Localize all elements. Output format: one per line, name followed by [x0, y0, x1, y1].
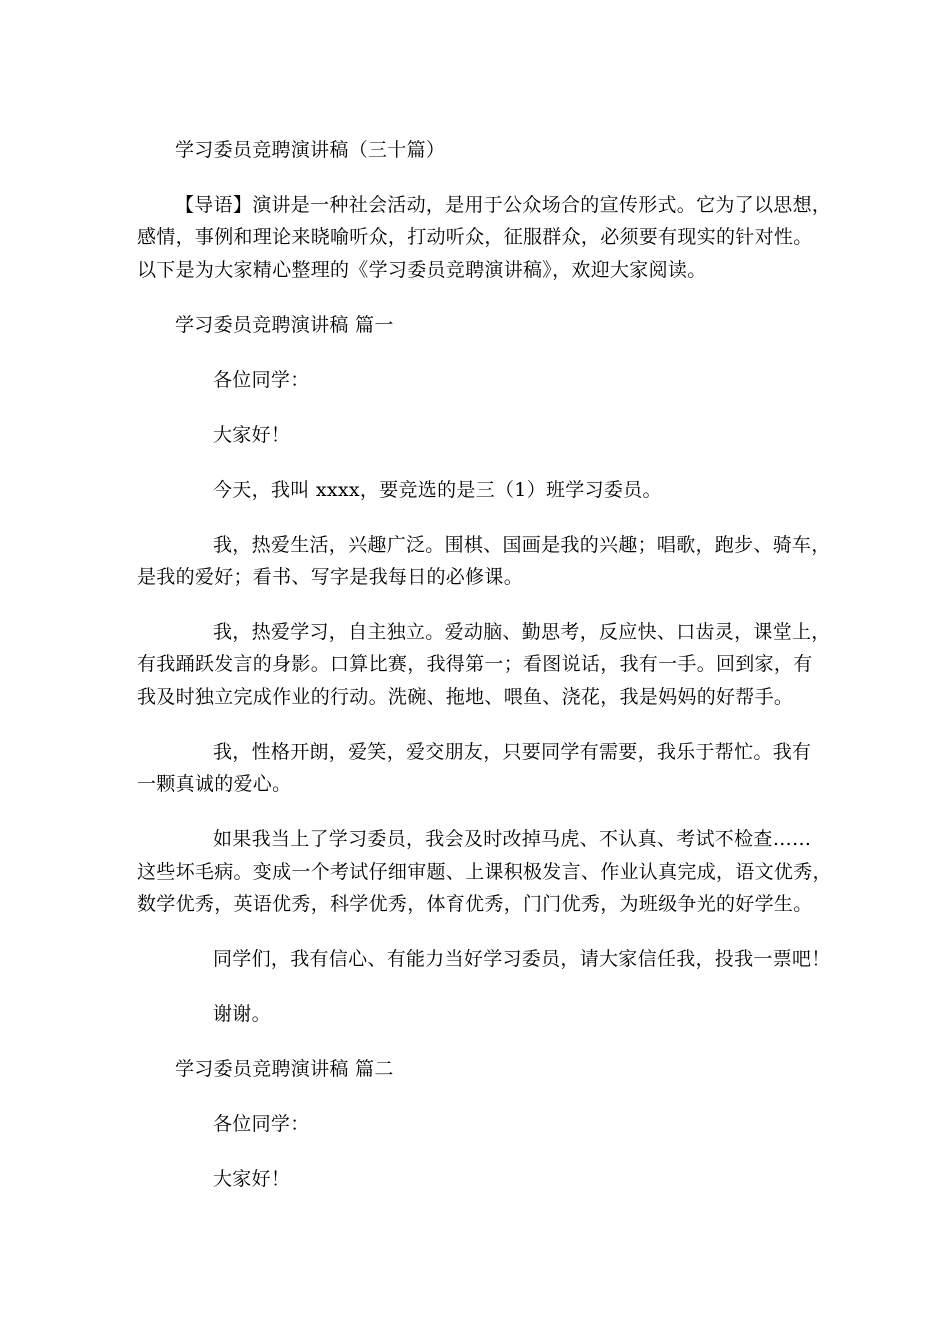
section1-paragraph-4-line-2: 一颗真诚的爱心。 — [137, 773, 292, 795]
section1-paragraph-2-line-2: 是我的爱好；看书、写字是我每日的必修课。 — [137, 566, 524, 588]
intro-line-3: 以下是为大家精心整理的《学习委员竞聘演讲稿》，欢迎大家阅读。 — [137, 259, 707, 281]
section1-paragraph-2-line-1: 我，热爱生活，兴趣广泛。围棋、国画是我的兴趣；唱歌，跑步、骑车， — [213, 534, 831, 556]
section1-paragraph-3-line-1: 我，热爱学习，自主独立。爱动脑、勤思考，反应快、口齿灵，课堂上， — [213, 621, 831, 643]
section1-paragraph-6: 同学们，我有信心、有能力当好学习委员，请大家信任我，投我一票吧！ — [213, 948, 831, 970]
section1-paragraph-1: 今天，我叫 xxxx，要竞选的是三（1）班学习委员。 — [213, 479, 662, 501]
section2-heading: 学习委员竞聘演讲稿 篇二 — [175, 1058, 394, 1080]
section1-paragraph-5-line-1: 如果我当上了学习委员，我会及时改掉马虎、不认真、考试不检查…… — [213, 828, 812, 850]
section2-greeting: 各位同学： — [213, 1113, 310, 1135]
section1-paragraph-3-line-3: 我及时独立完成作业的行动。洗碗、拖地、喂鱼、浇花，我是妈妈的好帮手。 — [137, 686, 794, 708]
document-title: 学习委员竞聘演讲稿（三十篇） — [175, 139, 446, 161]
section1-paragraph-3-line-2: 有我踊跃发言的身影。口算比赛，我得第一；看图说话，我有一手。回到家，有 — [137, 653, 813, 675]
section2-hello: 大家好！ — [213, 1168, 291, 1190]
section1-greeting: 各位同学： — [213, 369, 310, 391]
section1-heading: 学习委员竞聘演讲稿 篇一 — [175, 314, 394, 336]
section1-paragraph-5-line-2: 这些坏毛病。变成一个考试仔细审题、上课积极发言、作业认真完成，语文优秀， — [137, 861, 832, 883]
section1-thanks: 谢谢。 — [213, 1003, 271, 1025]
intro-line-1: 【导语】演讲是一种社会活动，是用于公众场合的宣传形式。它为了以思想， — [175, 194, 832, 216]
section1-paragraph-5-line-3: 数学优秀，英语优秀，科学优秀，体育优秀，门门优秀，为班级争光的好学生。 — [137, 893, 813, 915]
section1-hello: 大家好！ — [213, 424, 291, 446]
intro-line-2: 感情，事例和理论来晓喻听众，打动听众，征服群众，必须要有现实的针对性。 — [137, 226, 813, 248]
section1-paragraph-4-line-1: 我，性格开朗，爱笑，爱交朋友，只要同学有需要，我乐于帮忙。我有 — [213, 741, 812, 763]
